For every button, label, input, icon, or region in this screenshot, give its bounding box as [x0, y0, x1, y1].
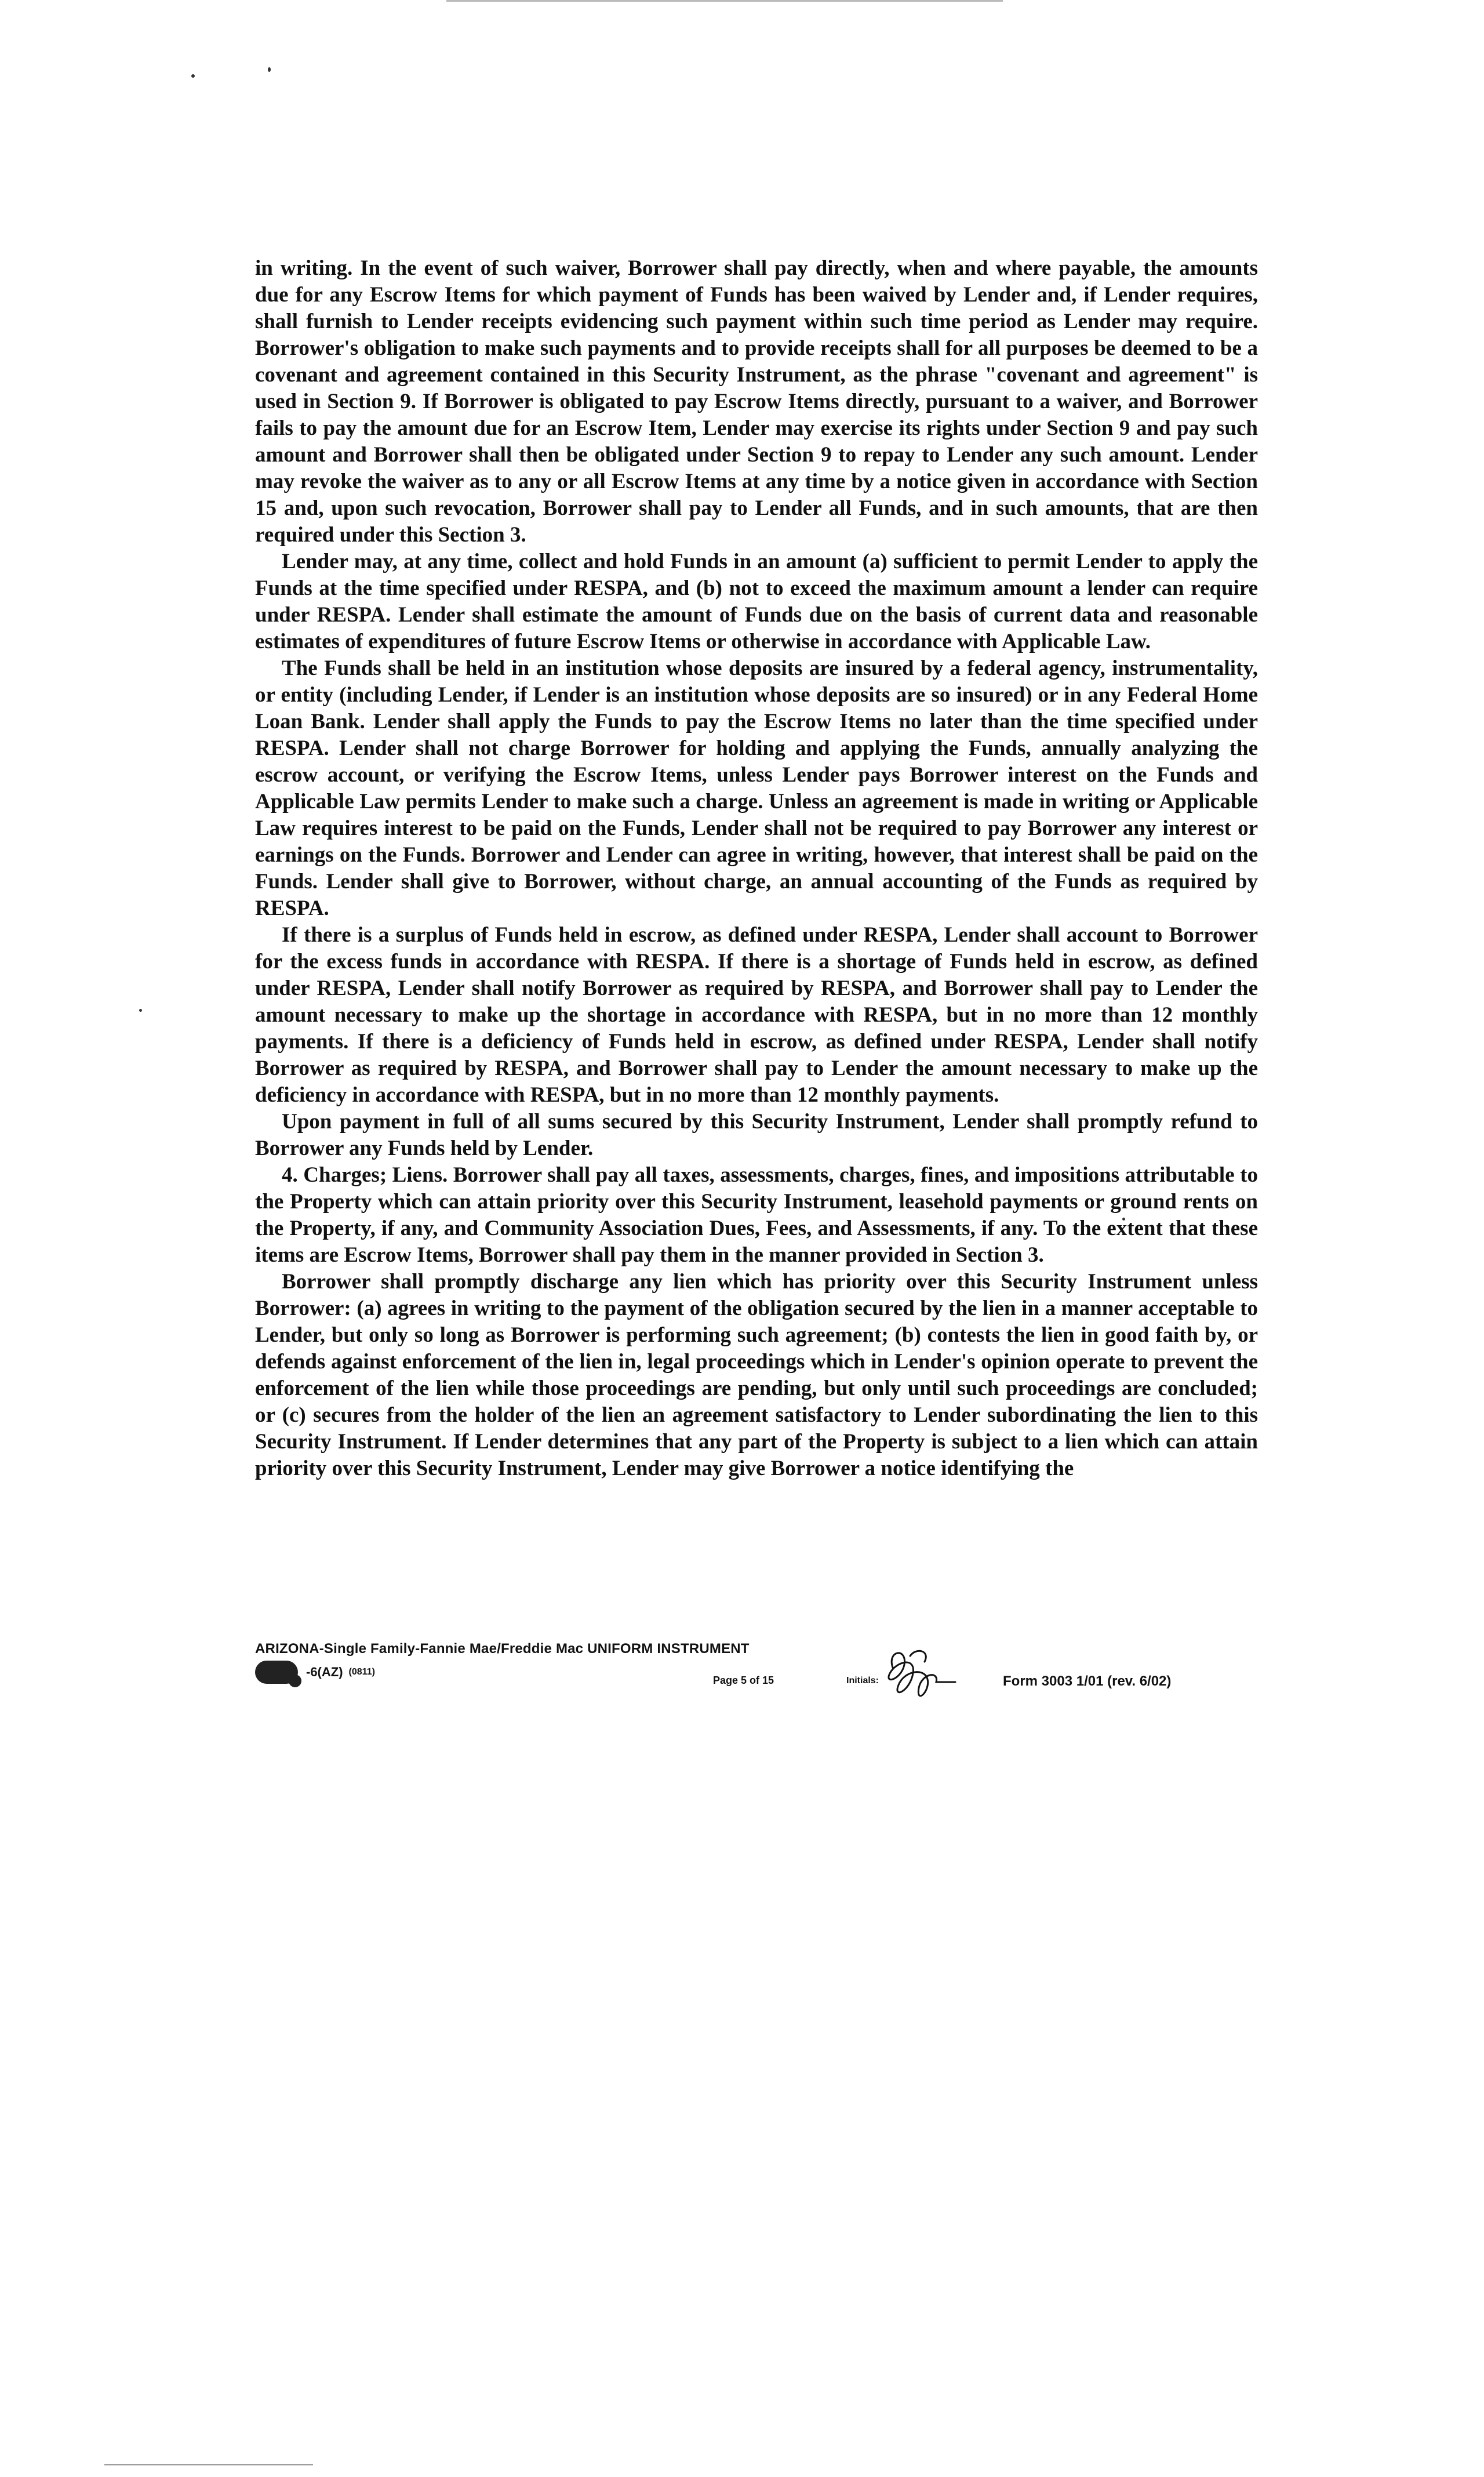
page-number: Page 5 of 15 — [713, 1675, 774, 1686]
document-body — [255, 255, 1258, 1482]
section-heading: 4. Charges; Liens. — [282, 1163, 448, 1187]
paragraph: in writing. In the event of such waiver, Borrower shall pay directly, when and where payable, the amounts due for any Escrow Items for which payment of Funds has been waived by Lender and, if Lender requires, shall furnish to Lender receipts evidencing such payment within such time period as Lender may require. Borrower's obligation to make such payments and to provide receipts shall for all purposes be deemed to be a covenant and agreement contained in this Security Instrument, as the phrase "covenant and agreement" is used in Section 9. If Borrower is obligated to pay Escrow Items directly, pursuant to a waiver, and Borrower fails to pay the amount due for an Escrow Item, Lender may exercise its rights under Section 9 and pay such amount and Borrower shall then be obligated under Section 9 to repay to Lender any such amount. Lender may revoke the waiver as to any or all Escrow Items at any time by a notice given in accordance with Section 15 and, upon such revocation, Borrower shall pay to Lender all Funds, and in such amounts, that are then required under this Section 3. — [255, 256, 1258, 547]
form-code: -6(AZ) — [306, 1665, 343, 1679]
form-code-small: (0811) — [348, 1667, 375, 1677]
vmp-logo-icon — [255, 1661, 298, 1684]
paragraph-text: Borrower shall pay all taxes, assessments, charges, fines, and impositions attributable to the Property which can attain priority over this Security Instrument, leasehold payments or ground rents on the Property, if any, and Community Association Dues, Fees, and Assessments, if any. To the extent that these items are Escrow Items, Borrower shall pay them in the manner provided in Section 3. — [255, 1163, 1258, 1267]
initials-label: Initials: — [846, 1676, 879, 1686]
form-number: Form 3003 1/01 (rev. 6/02) — [1003, 1673, 1172, 1689]
scan-speck — [139, 1009, 142, 1012]
initials-signature-icon — [875, 1644, 956, 1708]
scan-edge-bottom — [104, 2464, 313, 2465]
paragraph: The Funds shall be held in an institution whose deposits are insured by a federal agency, instrumentality, or entity (including Lender, if Lender is an institution whose deposits are so insured) or in any Federal Home Loan Bank. Lender shall apply the Funds to pay the Escrow Items no later than the time specified under RESPA. Lender shall not charge Borrower for holding and applying the Funds, annually analyzing the escrow account, or verifying the Escrow Items, unless Lender pays Borrower interest on the Funds and Applicable Law permits Lender to make such a charge. Unless an agreement is made in writing or Applicable Law requires interest to be paid on the Funds, Lender shall not be required to pay Borrower any interest or earnings on the Funds. Borrower and Lender can agree in writing, however, that interest shall be paid on the Funds. Lender shall give to Borrower, without charge, an annual accounting of the Funds as required by RESPA. — [255, 656, 1258, 920]
footer-title: ARIZONA-Single Family-Fannie Mae/Freddie Mac UNIFORM INSTRUMENT — [255, 1641, 750, 1657]
paragraph: Borrower shall promptly discharge any lien which has priority over this Security Instrument unless Borrower: (a) agrees in writing to the payment of the obligation secured by the lien in a manner acceptable to Lender, but only so long as Borrower is performing such agreement; (b) contests the lien in good faith by, or defends against enforcement of the lien in, legal proceedings which in Lender's opinion operate to prevent the enforcement of the lien while those proceedings are pending, but only until such proceedings are concluded; or (c) secures from the holder of the lien an agreement satisfactory to Lender subordinating the lien to this Security Instrument. If Lender determines that any part of the Property is subject to a lien which can attain priority over this Security Instrument, Lender may give Borrower a notice identifying the — [255, 1270, 1258, 1480]
scan-speck — [268, 67, 271, 72]
footer-code-row — [255, 1661, 375, 1684]
scan-edge-top — [446, 0, 1003, 2]
paragraph: If there is a surplus of Funds held in escrow, as defined under RESPA, Lender shall account to Borrower for the excess funds in accordance with RESPA. If there is a shortage of Funds held in escrow, as defined under RESPA, Lender shall notify Borrower as required by RESPA, and Borrower shall pay to Lender the amount necessary to make up the shortage in accordance with RESPA, but in no more than 12 monthly payments. If there is a deficiency of Funds held in escrow, as defined under RESPA, Lender shall notify Borrower as required by RESPA, and Borrower shall pay to Lender the amount necessary to make up the deficiency in accordance with RESPA, but in no more than 12 monthly payments. — [255, 923, 1258, 1107]
paragraph: Upon payment in full of all sums secured by this Security Instrument, Lender shall promptly refund to Borrower any Funds held by Lender. — [255, 1110, 1258, 1160]
paragraph-charges-liens — [255, 1162, 1258, 1269]
document-footer — [255, 1641, 1258, 1722]
scan-speck — [191, 74, 195, 78]
paragraph: Lender may, at any time, collect and hold Funds in an amount (a) sufficient to permit Lender to apply the Funds at the time specified under RESPA, and (b) not to exceed the maximum amount a lender can require under RESPA. Lender shall estimate the amount of Funds due on the basis of current data and reasonable estimates of expenditures of future Escrow Items or otherwise in accordance with Applicable Law. — [255, 550, 1258, 653]
